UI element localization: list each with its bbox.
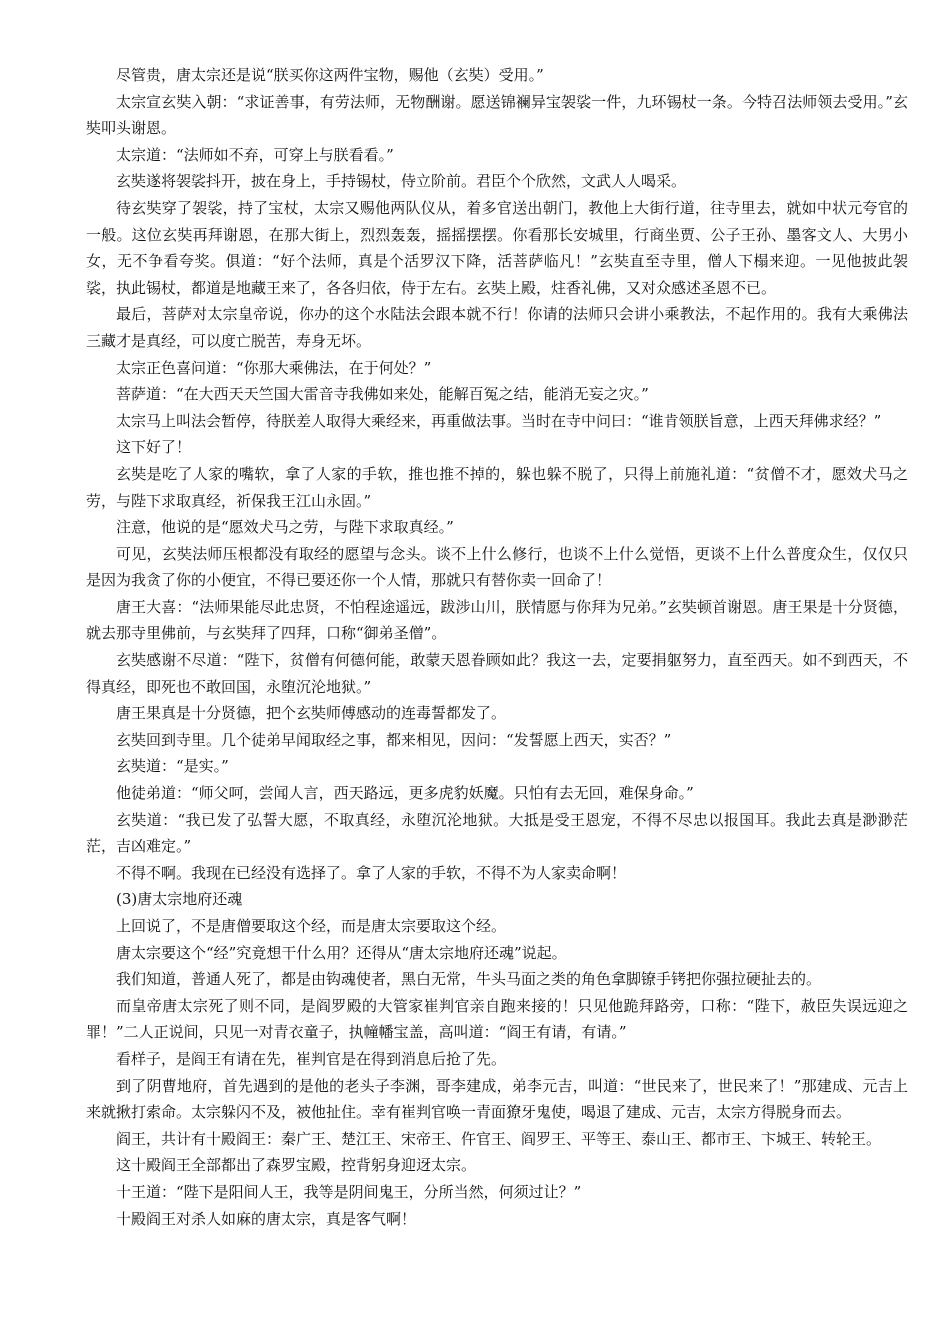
paragraph: 可见，玄奘法师压根都没有取经的愿望与念头。谈不上什么修行，也谈不上什么觉悟，更谈不上什么普度众生，仅仅只是因为我贪了你的小便宜，不得已要还你一个人情，那就只有替你卖一回命了！ xyxy=(86,544,908,590)
paragraph: 看样子，是阎王有请在先，崔判官是在得到消息后抢了先。 xyxy=(116,1049,507,1068)
paragraph: 玄奘遂将袈裟抖开，披在身上，手持锡杖，侍立阶前。君臣个个欣然，文武人人喝采。 xyxy=(116,172,687,191)
paragraph: 这下好了！ xyxy=(116,438,192,457)
paragraph: 而皇帝唐太宗死了则不同，是阎罗殿的大管家崔判官亲自跑来接的！只见他跪拜路旁，口称：“陛下，赦臣失误远迎之罪！”二人正说间，只见一对青衣童子，执幢幡宝盖，高叫道：“阎王有请，有请。” xyxy=(86,996,908,1042)
paragraph: 太宗正色喜问道：“你那大乘佛法，在于何处？” xyxy=(116,358,432,377)
paragraph: 玄奘回到寺里。几个徒弟早闻取经之事，都来相见，因问：“发誓愿上西天，实否？” xyxy=(116,730,672,749)
paragraph: 玄奘道：“我已发了弘誓大愿，不取真经，永堕沉沦地狱。大抵是受王恩宠，不得不尽忠以报国耳。我此去真是渺渺茫茫，吉凶难定。” xyxy=(86,810,908,856)
paragraph: 最后，菩萨对太宗皇帝说，你办的这个水陆法会跟本就不行！你请的法师只会讲小乘教法，不起作用的。我有大乘佛法三藏才是真经，可以度亡脱苦，寿身无坏。 xyxy=(86,305,908,350)
paragraph: 待玄奘穿了袈裟，持了宝杖，太宗又赐他两队仪从，着多官送出朝门，教他上大街行道，往寺里去，就如中状元夸官的一般。这位玄奘再拜谢恩，在那大街上，烈烈轰轰，摇摇摆摆。你看那长安城里，行商坐贾、公子王孙、墨客文人、大男小女，无不争看夸奖。俱道：“好个法师，真是个活罗汉下降，活菩萨临凡！”玄奘直至寺里，僧人下榻来迎。一见他披此袈裟，执此锡杖，都道是地藏王来了，各各归依，侍于左右。玄奘上殿，炷香礼佛，又对众感述圣恩不已。 xyxy=(86,198,908,297)
paragraph: 十王道：“陛下是阳间人王，我等是阴间鬼王，分所当然，何须过让？” xyxy=(116,1182,582,1201)
paragraph: 这十殿阎王全部都出了森罗宝殿，控背躬身迎迓太宗。 xyxy=(116,1156,477,1175)
paragraph: 太宗宣玄奘入朝：“求证善事，有劳法师，无物酬谢。愿送锦襕异宝袈裟一件，九环锡杖一条。今特召法师领去受用。”玄奘叩头谢恩。 xyxy=(86,92,908,138)
paragraph: 十殿阎王对杀人如麻的唐太宗，真是客气啊！ xyxy=(116,1209,417,1228)
paragraph: 太宗马上叫法会暂停，待朕差人取得大乘经来，再重做法事。当时在寺中问曰：“谁肯领朕旨意，上西天拜佛求经？” xyxy=(116,411,882,430)
paragraph: 上回说了，不是唐僧要取这个经，而是唐太宗要取这个经。 xyxy=(116,917,507,935)
paragraph: 玄奘道：“是实。” xyxy=(116,757,229,776)
paragraph: 唐太宗要这个“经”究竟想干什么用？还得从“唐太宗地府还魂”说起。 xyxy=(116,943,567,962)
paragraph: 菩萨道：“在大西天天竺国大雷音寺我佛如来处，能解百冤之结，能消无妄之灾。” xyxy=(116,385,649,404)
paragraph: 唐王果真是十分贤德，把个玄奘师傅感动的连毒誓都发了。 xyxy=(116,704,507,723)
paragraph: 注意，他说的是“愿效犬马之劳，与陛下求取真经。” xyxy=(116,518,454,537)
paragraph: 唐王大喜：“法师果能尽此忠贤，不怕程途遥远，跋涉山川，朕情愿与你拜为兄弟。”玄奘顿首谢恩。唐王果是十分贤德，就去那寺里佛前，与玄奘拜了四拜，口称“御弟圣僧”。 xyxy=(86,597,908,643)
paragraph: 我们知道，普通人死了，都是由钩魂使者，黑白无常，牛头马面之类的角色拿脚镣手铐把你强拉硬扯去的。 xyxy=(116,970,822,989)
paragraph: 阎王，共计有十殿阎王：秦广王、楚江王、宋帝王、仵官王、阎罗王、平等王、泰山王、都市王、卞城王、转轮王。 xyxy=(116,1129,882,1148)
paragraph: 尽管贵，唐太宗还是说“朕买你这两件宝物，赐他（玄奘）受用。” xyxy=(116,66,544,84)
paragraph: 不得不啊。我现在已经没有选择了。拿了人家的手软，不得不为人家卖命啊！ xyxy=(116,863,627,882)
paragraph: 玄奘感谢不尽道：“陛下，贫僧有何德何能，敢蒙天恩眷顾如此？我这一去，定要捐躯努力，直至西天。如不到西天，不得真经，即死也不敢回国，永堕沉沦地狱。” xyxy=(86,651,908,696)
document-page xyxy=(86,62,908,1232)
paragraph: 太宗道：“法师如不弃，可穿上与朕看看。” xyxy=(116,145,394,164)
paragraph: 玄奘是吃了人家的嘴软，拿了人家的手软，推也推不掉的，躲也躲不脱了，只得上前施礼道：“贫僧不才，愿效犬马之劳，与陛下求取真经，祈保我王江山永固。” xyxy=(86,464,908,510)
paragraph: 到了阴曹地府，首先遇到的是他的老头子李渊，哥李建成，弟李元吉，叫道：“世民来了，世民来了！”那建成、元吉上来就揪打索命。太宗躲闪不及，被他扯住。幸有崔判官唤一青面獠牙鬼使，喝退了建成、元吉，太宗方得脱身而去。 xyxy=(86,1076,908,1122)
section-heading: (3)唐太宗地府还魂 xyxy=(116,890,243,909)
paragraph: 他徒弟道：“师父呵，尝闻人言，西天路远，更多虎豹妖魔。只怕有去无回，难保身命。” xyxy=(116,784,694,803)
